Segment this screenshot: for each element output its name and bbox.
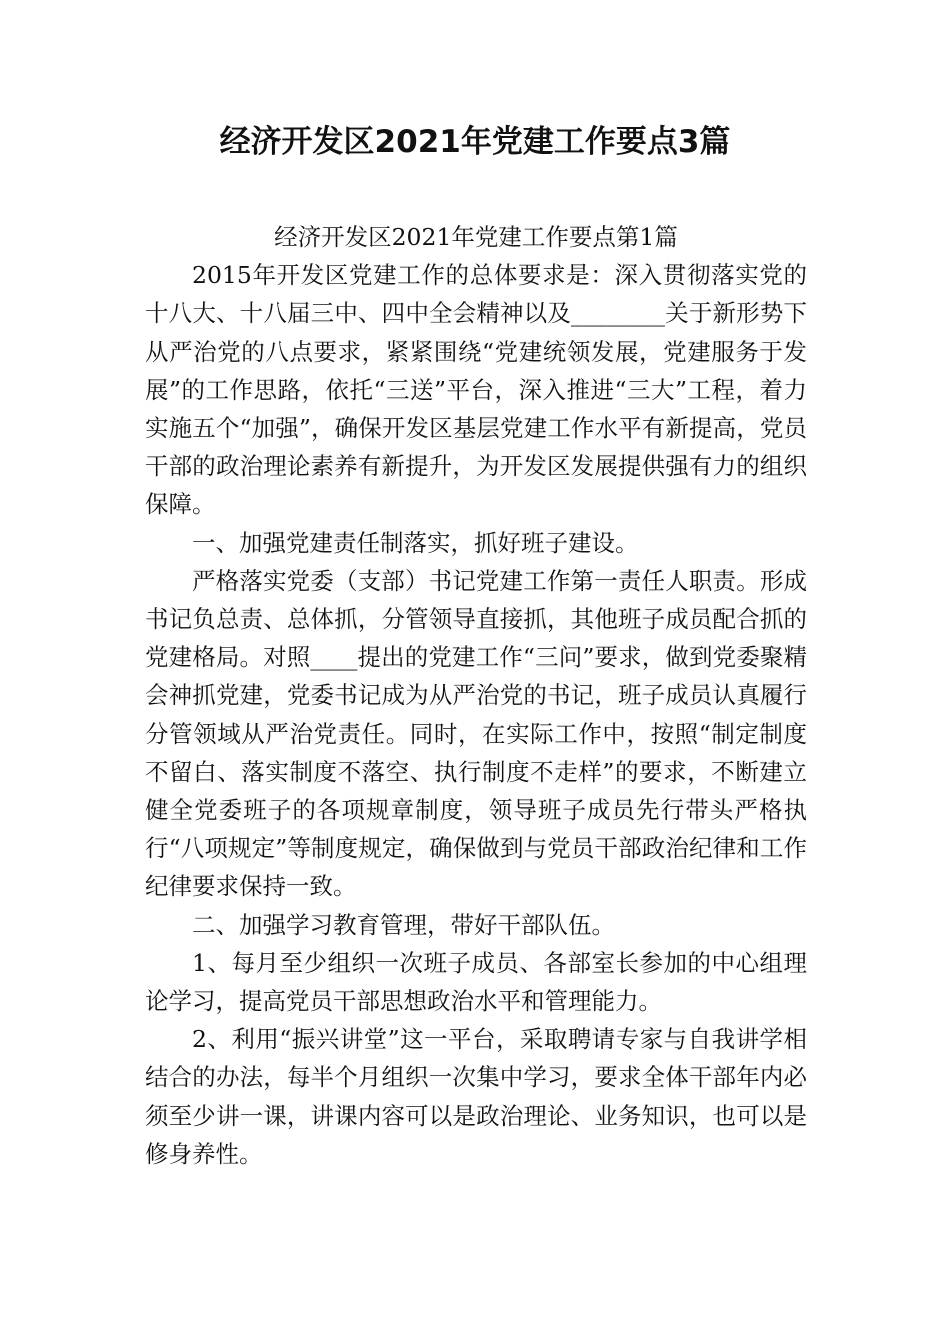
section-heading-one: 一、加强党建责任制落实，抓好班子建设。 — [192, 528, 639, 557]
section-heading-two: 二、加强学习教育管理，带好干部队伍。 — [192, 910, 615, 939]
document-title: 经济开发区2021年党建工作要点3篇 — [219, 124, 731, 160]
paragraph-item-2: 2、利用“振兴讲堂”这一平台，采取聘请专家与自我讲学相结合的办法，每半个月组织一次集中学习，要求全体干部年内必须至少讲一课，讲课内容可以是政治理论、业务知识，也可以是修身养性。 — [145, 1025, 807, 1168]
document-body — [145, 218, 807, 1173]
paragraph-item-1: 1、每月至少组织一次班子成员、各部室长参加的中心组理论学习，提高党员干部思想政治水平和管理能力。 — [145, 948, 807, 1016]
paragraph-responsibility: 严格落实党委（支部）书记党建工作第一责任人职责。形成书记负总责、总体抓，分管领导直接抓，其他班子成员配合抓的党建格局。对照____提出的党建工作“三问”要求，做到党委聚精会神抓党建，党委书记成为从严治党的书记，班子成员认真履行分管领域从严治党责任。同时，在实际工作中，按照“制定制度不留白、落实制度不落空、执行制度不走样”的要求，不断建立健全党委班子的各项规章制度，领导班子成员先行带头严格执行“八项规定”等制度规定，确保做到与党员干部政治纪律和工作纪律要求保持一致。 — [145, 566, 807, 901]
paragraph-overall-requirements: 2015年开发区党建工作的总体要求是：深入贯彻落实党的十八大、十八届三中、四中全会精神以及________关于新形势下从严治党的八点要求，紧紧围绕“党建统领发展，党建服务于发展”的工作思路，依托“三送”平台，深入推进“三大”工程，着力实施五个“加强”，确保开发区基层党建工作水平有新提高，党员干部的政治理论素养有新提升，为开发区发展提供强有力的组织保障。 — [145, 261, 807, 519]
section-subtitle: 经济开发区2021年党建工作要点第1篇 — [274, 223, 678, 251]
